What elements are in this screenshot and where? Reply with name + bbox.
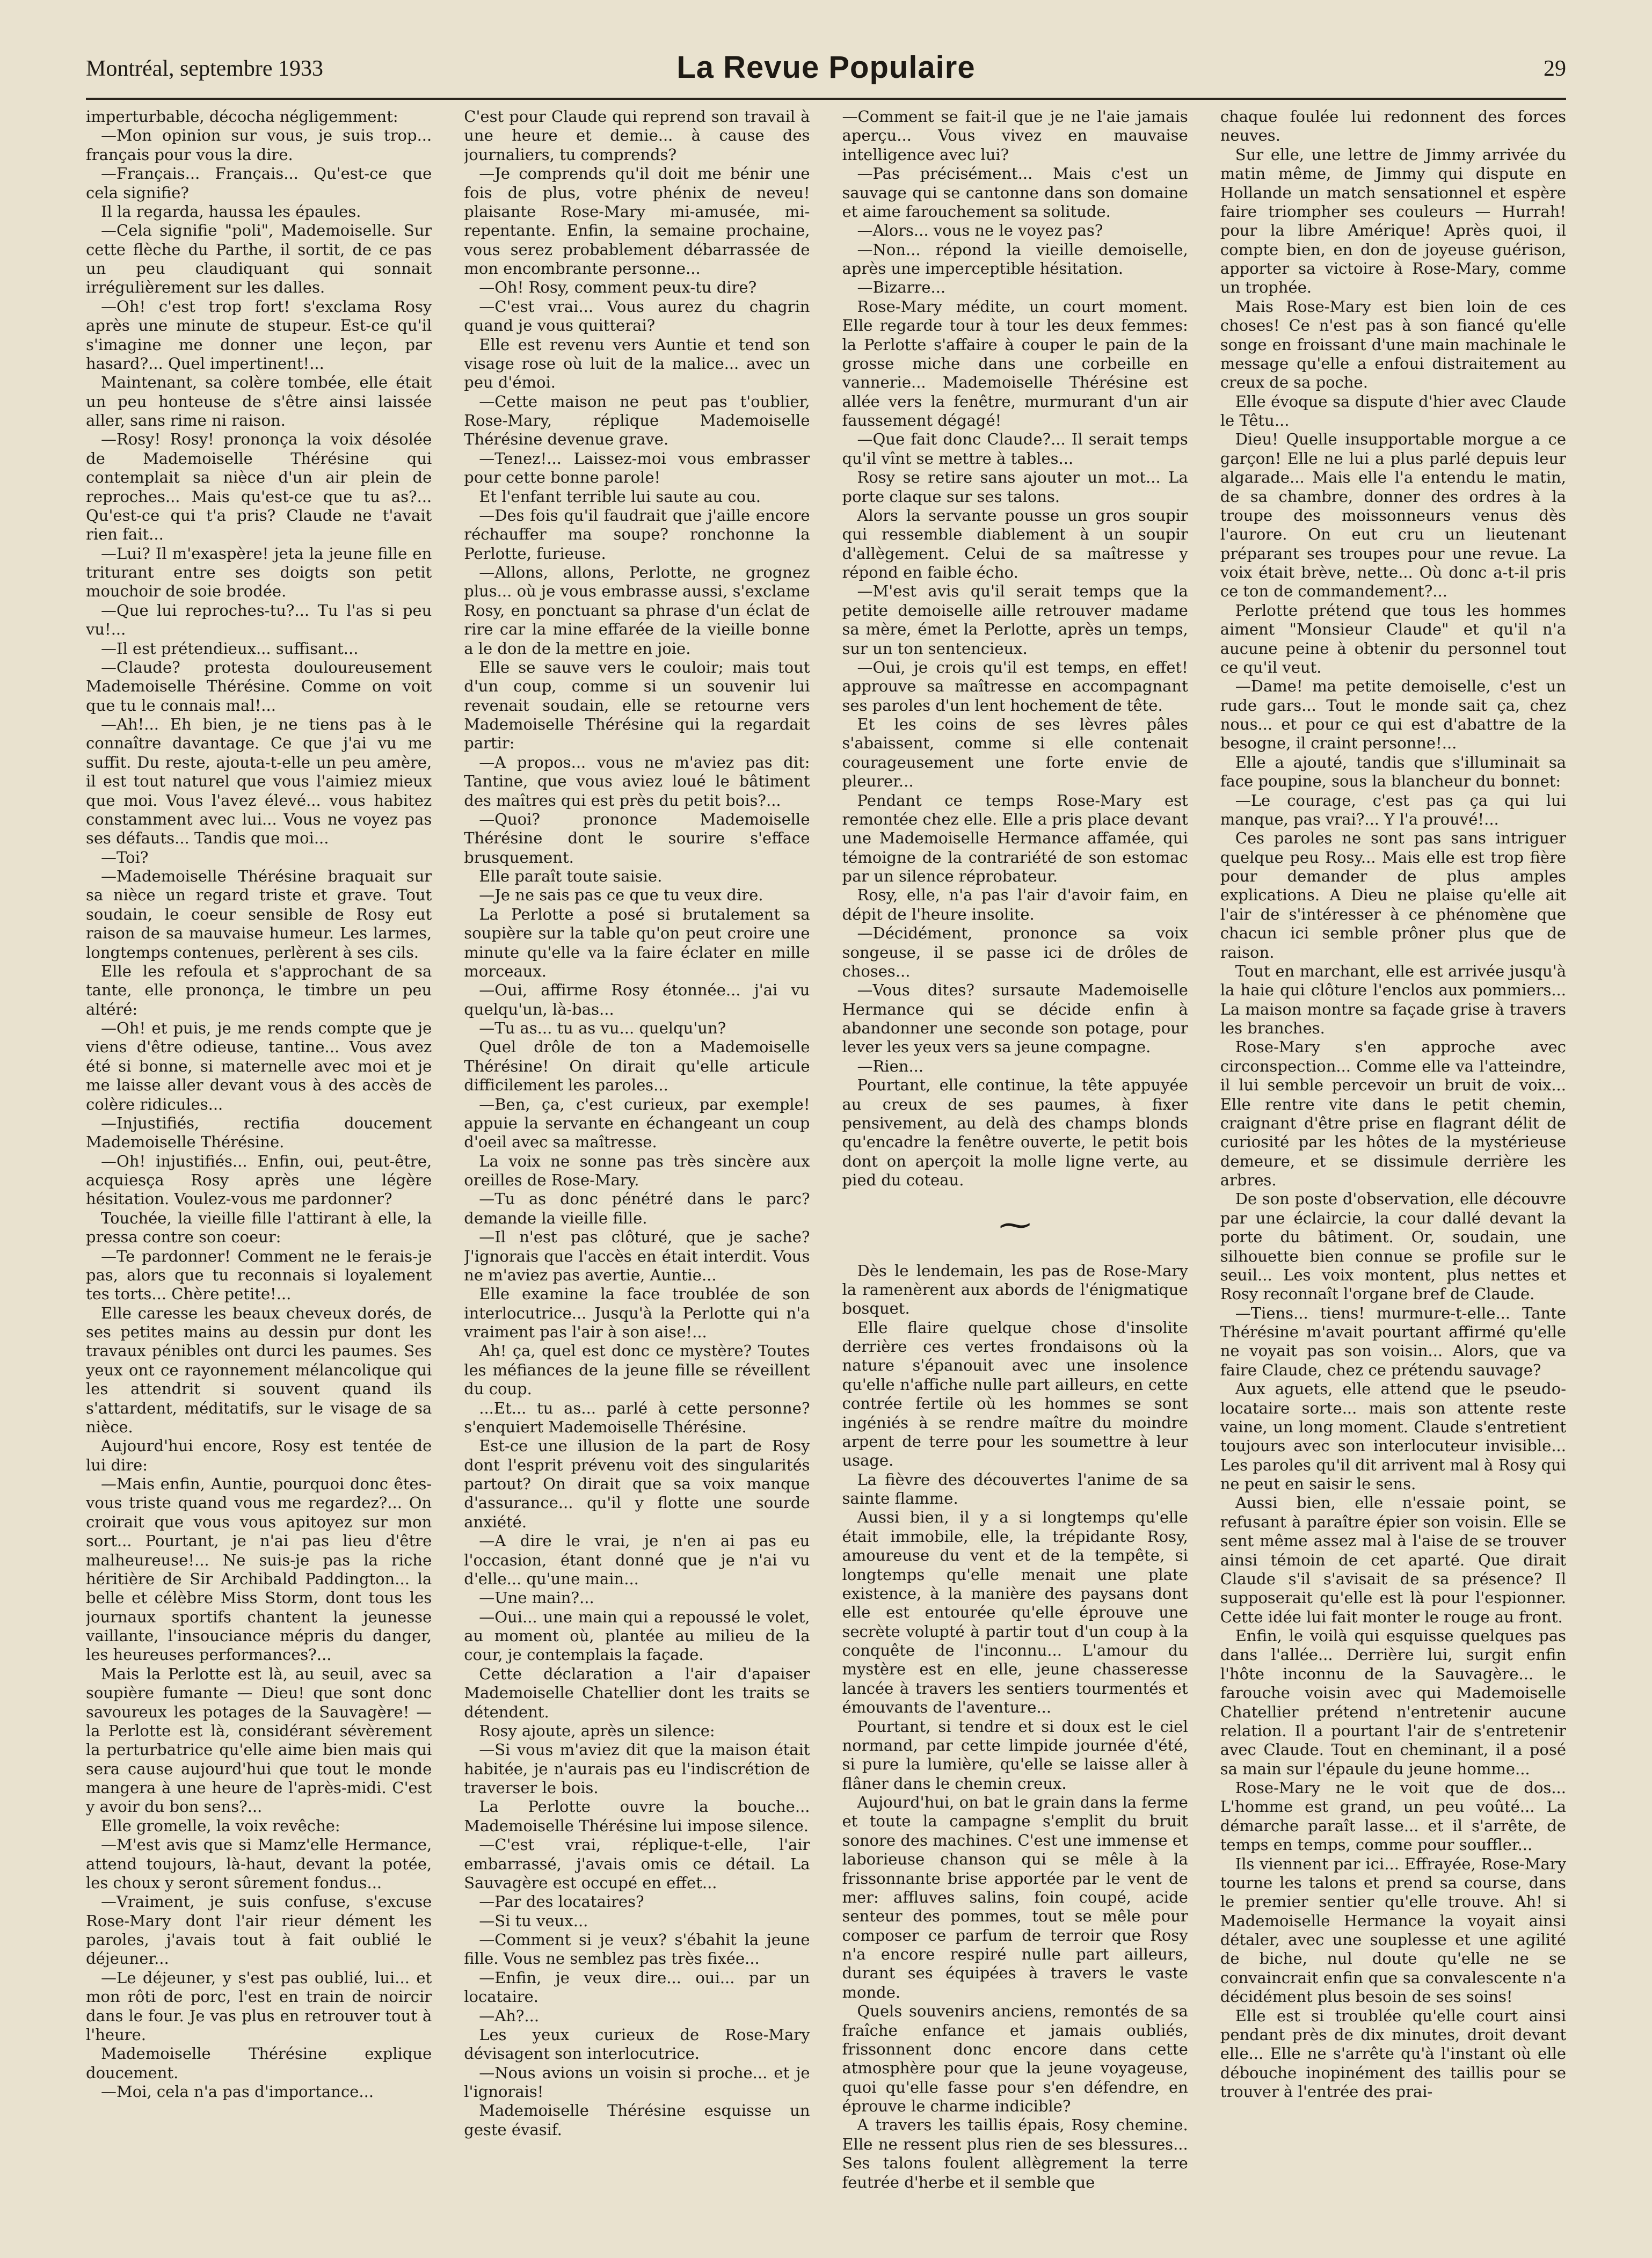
paragraph: —Ah?... [479,2006,540,2025]
paragraph: Rose-Mary ne le voit que de dos... L'homme est grand, un peu voûté... La démarche paraît lasse... et il s'arrête, de temps en temps, comme pour souffler... [1220,1779,1566,1854]
paragraph: —Le déjeuner, y s'est pas oublié, lui... et mon rôti de porc, l'est en train de noircir dans le four. Je vas plus en retrouver tout à l'heure. [86,1968,432,2044]
paragraph: —Injustifiés, rectifia doucement Mademoiselle Thérésine. [86,1113,432,1152]
paragraph: —Te pardonner! Comment ne le ferais-je pas, alors que tu reconnais si loyalement tes torts... Chère petite!... [86,1247,432,1303]
column-3 [842,107,1188,2226]
paragraph: —M'est avis que si Mamz'elle Hermance, attend toujours, là-haut, devant la potée, les choux y seront sûrement fondus... [86,1835,432,1892]
paragraph: Quel drôle de ton a Mademoiselle Thérésine! On dirait qu'elle articule difficilement les paroles... [464,1038,810,1095]
paragraph: Mais la Perlotte est là, au seuil, avec sa soupière fumante — Dieu! que sont donc savoureux les potages de la Sauvagère! — la Perlotte est là, considérant sévèrement la perturbatrice qu'elle aime bien mais qui sera cause aujourd'hui que tout le monde mangera à une heure de l'après-midi. C'est y avoir du bon sens?... [86,1664,432,1816]
paragraph: Rose-Mary s'en approche avec circonspection... Comme elle va l'atteindre, il lui semble percevoir un bruit de voix... Elle rentre vite dans le petit chemin, craignant d'être prise en flagrant délit de curiosité par les hôtes de la mystérieuse demeure, et se dissimule derrière les arbres. [1220,1038,1566,1189]
paragraph: Elle évoque sa dispute d'hier avec Claude le Têtu... [1220,392,1566,429]
paragraph: Ah! ça, quel est donc ce mystère? Toutes les méfiances de la jeune fille se réveillent du coup. [464,1342,810,1398]
paragraph: Elle est revenu vers Auntie et tend son visage rose où luit de la malice... avec un peu d'émoi. [464,335,810,392]
paragraph: Pourtant, elle continue, la tête appuyée au creux de ses paumes, à fixer pensivement, au delà des champs blonds qu'encadre la fenêtre ouverte, le petit bois dont on aperçoit la molle ligne verte, au pied du coteau. [842,1076,1188,1189]
section-ornament: ⁓ [999,1206,1031,1244]
text-columns [86,107,1566,2226]
paragraph: —Nous avions un voisin si proche... et je l'ignorais! [464,2063,810,2101]
paragraph: Elle paraît toute saisie. [479,867,663,885]
paragraph: Est-ce une illusion de la part de Rosy dont l'esprit prévenu voit des singularités partout? On dirait que sa voix manque d'assurance... qu'il y flotte une sourde anxiété. [464,1437,810,1531]
paragraph: Rosy se retire sans ajouter un mot... La porte claque sur ses talons. [842,468,1188,506]
paragraph: —A dire le vrai, je n'en ai pas eu l'occasion, étant donné que je n'ai vu d'elle... qu'une main... [464,1532,810,1588]
paragraph: Et l'enfant terrible lui saute au cou. [479,487,761,506]
paragraph: —Alors... vous ne le voyez pas? [857,221,1103,240]
paragraph: —Si vous m'aviez dit que la maison était habitée, je n'aurais pas eu l'indiscrétion de traverser le bois. [464,1740,810,1797]
paragraph: —Mais enfin, Auntie, pourquoi donc êtes-vous triste quand vous me regardez?... On croirait que vous vous apitoyez sur mon sort... Pourtant, je n'ai pas lieu d'être malheureuse!... Ne suis-je pas la riche héritière de Sir Archibald Paddington... la belle et célèbre Miss Storm, dont tous les journaux sportifs chantent la jeunesse vaillante, l'insouciance mépris du danger, les heureuses performances?... [86,1475,432,1664]
paragraph: —Cela signifie "poli", Mademoiselle. Sur cette flèche du Parthe, il sortit, de ce pas un peu claudiquant qui sonnait irrégulièrement sur les dalles. [86,221,432,297]
paragraph: De son poste d'observation, elle découvre par une éclaircie, la cour dallé devant la porte du bâtiment. Or, soudain, une silhouette bien connue se profile sur le seuil... Les voix montent, plus nettes et Rosy reconnaît l'organe bref de Claude. [1220,1190,1566,1303]
header-rule [86,98,1566,100]
paragraph: —Que fait donc Claude?... Il serait temps qu'il vînt se mettre à tables... [842,430,1188,468]
paragraph: Cette déclaration a l'air d'apaiser Mademoiselle Chatellier dont les traits se détendent. [464,1664,810,1721]
paragraph: Dieu! Quelle insupportable morgue a ce garçon! Elle ne lui a plus parlé depuis leur algarade... Mais elle l'a entendu le matin, de sa chambre, donner des ordres à la troupe des moissonneurs venus dès l'aurore. On eut cru un lieutenant préparant ses troupes pour une revue. La voix était brève, nette... Où donc a-t-il pris ce ton de commandement?... [1220,430,1566,601]
paragraph: Mais Rose-Mary est bien loin de ces choses! Ce n'est pas à son fiancé qu'elle songe en froissant d'une main machinale le message qu'elle a enfoui distraitement au creux de sa poche. [1220,297,1566,392]
paragraph: imperturbable, décocha négligemment: [86,107,398,126]
paragraph: —Des fois qu'il faudrait que j'aille encore réchauffer ma soupe? ronchonne la Perlotte, furieuse. [464,506,810,563]
paragraph: —Le courage, c'est pas ça qui lui manque, pas vrai?... Y l'a prouvé!... [1220,791,1566,828]
paragraph: —Je comprends qu'il doit me bénir une fois de plus, votre phénix de neveu! plaisante Rose-Mary mi-amusée, mi-repentante. Enfin, la semaine prochaine, vous serez probablement débarrassée de mon encombrante personne... [464,164,810,278]
paragraph: Elle les refoula et s'approchant de sa tante, elle prononça, le timbre un peu altéré: [86,962,432,1018]
paragraph: —Rosy! Rosy! prononça la voix désolée de Mademoiselle Thérésine qui contemplait sa nièce d'un air plein de reproches... Mais qu'est-ce que tu as?... Qu'est-ce qui t'a pris? Claude ne t'avait rien fait... [86,430,432,544]
paragraph: Ces paroles ne sont pas sans intriguer quelque peu Rosy... Mais elle est trop fière pour demander de plus amples explications. A Dieu ne plaise qu'elle ait l'air de s'intéresser à ce phénomène que chacun ici semble prôner plus que de raison. [1220,829,1566,962]
paragraph: Les yeux curieux de Rose-Mary dévisagent son interlocutrice. [464,2025,810,2063]
paragraph: —Pas précisément... Mais c'est un sauvage qui se cantonne dans son domaine et aime farouchement sa solitude. [842,164,1188,221]
paragraph: La voix ne sonne pas très sincère aux oreilles de Rose-Mary. [464,1152,810,1189]
paragraph: —C'est vrai, réplique-t-elle, l'air embarrassé, j'avais omis ce détail. La Sauvagère est occupé en effet... [464,1835,810,1892]
paragraph: —Que lui reproches-tu?... Tu l'as si peu vu!... [86,601,432,639]
paragraph: —Vous dites? sursaute Mademoiselle Hermance qui se décide enfin à abandonner une seconde son potage, pour lever les yeux vers sa jeune compagne. [842,981,1188,1057]
paragraph: —Cette maison ne peut pas t'oublier, Rose-Mary, réplique Mademoiselle Thérésine devenue grave. [464,392,810,449]
paragraph: —C'est vrai... Vous aurez du chagrin quand je vous quitterai? [464,297,810,335]
paragraph: —Comment si je veux? s'ébahit la jeune fille. Vous ne semblez pas très fixée... [464,1931,810,1968]
paragraph: —Oui, affirme Rosy étonnée... j'ai vu quelqu'un, là-bas... [464,981,810,1018]
paragraph: —Claude? protesta douloureusement Mademoiselle Thérésine. Comme on voit que tu le connais mal!... [86,658,432,715]
paragraph: Touchée, la vieille fille l'attirant à elle, la pressa contre son coeur: [86,1208,432,1247]
paragraph: —Bizarre... [857,278,946,297]
paragraph: —Quoi? prononce Mademoiselle Thérésine dont le sourire s'efface brusquement. [464,810,810,866]
paragraph: —Rien... [857,1057,924,1075]
paragraph: —Tu as... tu as vu... quelqu'un? [479,1019,726,1037]
paragraph: —M'est avis qu'il serait temps que la petite demoiselle aille retrouver madame sa mère, émet la Perlotte, après un temps, sur un ton sentencieux. [842,582,1188,658]
paragraph: chaque foulée lui redonnent des forces neuves. [1220,107,1566,145]
paragraph: Mademoiselle Thérésine esquisse un geste évasif. [464,2101,810,2139]
magazine-title: La Revue Populaire [676,50,976,85]
paragraph: Dès le lendemain, les pas de Rose-Mary la ramenèrent aux abords de l'énigmatique bosquet. [842,1261,1188,1318]
paragraph: —Oh! c'est trop fort! s'exclama Rosy après une minute de stupeur. Est-ce qu'il s'imagine me donner une leçon, par hasard?... Quel impertinent!... [86,297,432,373]
paragraph: —Il est prétendieux... suffisant... [101,639,359,658]
paragraph: Aux aguets, elle attend que le pseudo-locataire sorte... mais son attente reste vaine, un long moment. Claude s'entretient toujours avec son interlocuteur invisible... Les paroles qu'il dit arrivent mal à Rosy qui ne peut en saisir le sens. [1220,1380,1566,1493]
paragraph: Aujourd'hui, on bat le grain dans la ferme et toute la campagne s'emplit du bruit sonore des machines. C'est une immense et laborieuse chanson qui se mêle à la frissonnante brise apportée par le vent de mer: affluves salins, foin coupé, acide senteur des pommes, tout se mêle pour composer ce parfum de terroir que Rosy n'a encore respiré nulle part ailleurs, durant ses équipées à travers le vaste monde. [842,1793,1188,2001]
paragraph: —Ah!... Eh bien, je ne tiens pas à le connaître davantage. Ce que j'ai vu me suffit. Du reste, ajouta-t-elle un peu amère, il est tout naturel que vous l'aimiez mieux que moi. Vous l'avez élevé... vous habitez constamment avec lui... Vous ne voyez pas ses défauts... Tandis que moi... [86,715,432,848]
paragraph: —Par des locataires? [479,1892,644,1911]
paragraph: ...Et... tu as... parlé à cette personne? s'enquiert Mademoiselle Thérésine. [464,1398,810,1436]
paragraph: Rosy, elle, n'a pas l'air d'avoir faim, en dépit de l'heure insolite. [842,886,1188,923]
paragraph: —Oui, je crois qu'il est temps, en effet! approuve sa maîtresse en accompagnant ses paroles d'un lent hochement de tête. [842,658,1188,715]
paragraph: —Je ne sais pas ce que tu veux dire. [479,886,763,905]
paragraph: La Perlotte ouvre la bouche... Mademoiselle Thérésine lui impose silence. [464,1797,810,1835]
paragraph: —Non... répond la vieille demoiselle, après une imperceptible hésitation. [842,240,1188,278]
paragraph: —Tiens... tiens! murmure-t-elle... Tante Thérésine m'avait pourtant affirmé qu'elle ne voyait pas son voisin... Alors, que va faire Claude, chez ce prétendu sauvage? [1220,1303,1566,1379]
paragraph: Pendant ce temps Rose-Mary est remontée chez elle. Elle a pris place devant une Mademoiselle Hermance affamée, qui témoigne de la contrariété de son estomac par un silence réprobateur. [842,791,1188,885]
paragraph: —Français... Français... Qu'est-ce que cela signifie? [86,164,432,202]
paragraph: Et les coins de ses lèvres pâles s'abaissent, comme si elle contenait courageusement une forte envie de pleurer... [842,715,1188,791]
paragraph: Rose-Mary médite, un court moment. Elle regarde tour à tour les deux femmes: la Perlotte s'affaire à couper le pain de la grosse miche dans une corbeille en vannerie... Mademoiselle Thérésine est allée vers la fenêtre, murmurant d'un air faussement dégagé! [842,297,1188,429]
paragraph: —Oh! injustifiés... Enfin, oui, peut-être, acquiesça Rosy après une légère hésitation. Voulez-vous me pardonner? [86,1152,432,1208]
page-header [86,49,1566,87]
paragraph: —Tenez!... Laissez-moi vous embrasser pour cette bonne parole! [464,449,810,487]
paragraph: —Mademoiselle Thérésine braquait sur sa nièce un regard triste et grave. Tout soudain, le coeur sensible de Rosy eut raison de sa mauvaise humeur. Les larmes, longtemps contenues, perlèrent à ses cils. [86,867,432,962]
paragraph: —Tu as donc pénétré dans le parc? demande la vieille fille. [464,1190,810,1227]
paragraph: A travers les taillis épais, Rosy chemine. Elle ne ressent plus rien de ses blessures... Ses talons foulent allègrement la terre feutrée d'herbe et il semble que [842,2116,1188,2191]
paragraph: Aussi bien, elle n'essaie point, se refusant à paraître épier son voisin. Elle se sent même assez mal à l'aise de se trouver ainsi témoin de cet aparté. Que dirait Claude s'il s'avisait de sa présence? Il supposerait qu'elle est là pour l'espionner. Cette idée lui fait monter le rouge au front. [1220,1494,1566,1626]
paragraph: Sur elle, une lettre de Jimmy arrivée du matin même, de Jimmy qui dispute en Hollande un match sensationnel et espère faire triompher ses couleurs — Hurrah! pour la libre Amérique! Après quoi, il compte bien, en don de joyeuse guérison, apporter sa victoire à Rose-Mary, comme un trophée. [1220,145,1566,297]
paragraph: Elle se sauve vers le couloir; mais tout d'un coup, comme si un souvenir lui revenait soudain, elle se retourne vers Mademoiselle Thérésine qui la regardait partir: [464,658,810,753]
paragraph: Enfin, le voilà qui esquisse quelques pas dans l'allée... Derrière lui, surgit enfin l'hôte inconnu de la Sauvagère... le farouche voisin avec qui Mademoiselle Chatellier prétend n'entretenir aucune relation. Il a pourtant l'air de s'entretenir avec Claude. Tout en cheminant, il a posé sa main sur l'épaule du jeune homme... [1220,1627,1566,1778]
paragraph: —Dame! ma petite demoiselle, c'est un rude gars... Tout le monde sait ça, chez nous... et pour ce qui est d'abattre de la besogne, il craint personne!... [1220,677,1566,753]
paragraph: La Perlotte a posé si brutalement sa soupière sur la table qu'on peut croire une minute qu'elle va la faire éclater en mille morceaux. [464,905,810,980]
paragraph: Elle est si troublée qu'elle court ainsi pendant près de dix minutes, droit devant elle... Elle ne s'arrête qu'à l'instant où elle débouche inopinément des taillis pour se trouver à l'entrée des prai- [1220,2006,1566,2101]
paragraph: Il la regarda, haussa les épaules. [101,202,361,221]
paragraph: Elle flaire quelque chose d'insolite derrière ces vertes frondaisons où la nature s'épanouit avec une insolence qu'elle n'affiche nulle part ailleurs, en cette contrée fertile où les hommes se sont ingéniés à se rendre maître du moindre arpent de terre pour les soumettre à leur usage. [842,1318,1188,1470]
column-1 [86,107,432,2226]
paragraph: —Enfin, je veux dire... oui... par un locataire. [464,1968,810,2006]
paragraph: —Ben, ça, c'est curieux, par exemple! appuie la servante en échangeant un coup d'oeil avec sa maîtresse. [464,1095,810,1152]
paragraph: Ils viennent par ici... Effrayée, Rose-Mary tourne les talons et prend sa course, dans le premier sentier qu'elle trouve. Ah! si Mademoiselle Hermance la voyait ainsi détaler, avec une souplesse et une agilité de biche, nul doute qu'elle ne se convaincrait enfin que sa convalescente n'a décidément plus besoin de ses soins! [1220,1854,1566,2006]
paragraph: —Lui? Il m'exaspère! jeta la jeune fille en triturant entre ses doigts son petit mouchoir de soie brodée. [86,544,432,601]
paragraph: —Oui... une main qui a repoussé le volet, au moment où, plantée au milieu de la cour, je contemplais la façade. [464,1607,810,1664]
paragraph: Alors la servante pousse un gros soupir qui ressemble diablement à un soupir d'allègement. Celui de sa maîtresse y répond en faible écho. [842,506,1188,581]
paragraph: Elle a ajouté, tandis que s'illuminait sa face poupine, sous la blancheur du bonnet: [1220,753,1566,791]
paragraph: —Moi, cela n'a pas d'importance... [101,2082,374,2101]
page-number: 29 [1544,56,1566,81]
paragraph: Pourtant, si tendre et si doux est le ciel normand, par cette limpide journée d'été, si pure la lumière, qu'elle se laisse aller à flâner dans le chemin creux. [842,1717,1188,1793]
paragraph: —Si tu veux... [479,1911,588,1930]
paragraph: —Il n'est pas clôturé, que je sache? J'ignorais que l'accès en était interdit. Vous ne m'aviez pas avertie, Auntie... [464,1228,810,1284]
paragraph: —Une main?... [479,1589,594,1607]
paragraph: Quels souvenirs anciens, remontés de sa fraîche enfance et jamais oubliés, frissonnent donc encore dans cette atmosphère pour que la jeune voyageuse, quoi qu'elle fasse pour s'en défendre, en éprouve le charme indicible? [842,2002,1188,2116]
paragraph: Tout en marchant, elle est arrivée jusqu'à la haie qui clôture l'enclos aux pommiers... La maison montre sa façade grise à travers les branches. [1220,962,1566,1037]
paragraph: —A propos... vous ne m'aviez pas dit: Tantine, que vous aviez loué le bâtiment des maîtres qui est près du petit bois?... [464,753,810,810]
paragraph: Maintenant, sa colère tombée, elle était un peu honteuse de s'être ainsi laissée aller, sans rime ni raison. [86,373,432,429]
paragraph: —Oh! et puis, je me rends compte que je viens d'être odieuse, tantine... Vous avez été si bonne, si maternelle avec moi et je me laisse aller devant vous à des accès de colère ridicules... [86,1019,432,1113]
paragraph: —Oh! Rosy, comment peux-tu dire? [479,278,757,297]
paragraph: Aussi bien, il y a si longtemps qu'elle était immobile, elle, la trépidante Rosy, amoureuse du vent et de la tempête, si longtemps qu'elle menait une plate existence, à la manière des paysans dont elle est entourée qu'elle éprouve une secrète volupté à partir tout d'un coup à la conquête de l'inconnu... L'amour du mystère est en elle, jeune chasseresse lancée à travers les sentiers tourmentés et émouvants de l'aventure... [842,1508,1188,1717]
column-4 [1220,107,1566,2226]
paragraph: —Comment se fait-il que je ne l'aie jamais aperçu... Vous vivez en mauvaise intelligence avec lui? [842,107,1188,164]
paragraph: Perlotte prétend que tous les hommes aiment "Monsieur Claude" et qu'il n'a aucune peine à obtenir du personnel tout ce qu'il veut. [1220,601,1566,676]
paragraph: —Vraiment, je suis confuse, s'excuse Rose-Mary dont l'air rieur dément les paroles, j'avais tout à fait oublié le déjeuner... [86,1892,432,1968]
paragraph: —Allons, allons, Perlotte, ne grognez plus... où je vous embrasse aussi, s'exclame Rosy, en ponctuant sa phrase d'un éclat de rire car la mine effarée de la vieille bonne a le don de la mettre en joie. [464,563,810,658]
paragraph: —Toi? [101,848,149,866]
paragraph: Elle gromelle, la voix revêche: [101,1816,340,1835]
paragraph: —Décidément, prononce sa voix songeuse, il se passe ici de drôles de choses... [842,924,1188,980]
paragraph: La fièvre des découvertes l'anime de sa sainte flamme. [842,1470,1188,1508]
paragraph: Mademoiselle Thérésine explique doucement. [86,2044,432,2082]
paragraph: —Mon opinion sur vous, je suis trop... français pour vous la dire. [86,126,432,164]
paragraph: C'est pour Claude qui reprend son travail à une heure et demie... à cause des journaliers, tu comprends? [464,107,810,164]
issue-date: Montréal, septembre 1933 [86,56,324,81]
paragraph: Aujourd'hui encore, Rosy est tentée de lui dire: [86,1437,432,1474]
paragraph: Elle examine la face troublée de son interlocutrice... Jusqu'à la Perlotte qui n'a vraiment pas l'air à son aise!... [464,1285,810,1341]
paragraph: Rosy ajoute, après un silence: [479,1721,715,1740]
paragraph: Elle caresse les beaux cheveux dorés, de ses petites mains au dessin pur dont les travaux pénibles ont durci les paumes. Ses yeux ont ce rayonnement mélancolique qui les attendrit si souvent quand ils s'attardent, méditatifs, sur le visage de sa nièce. [86,1303,432,1436]
column-2 [464,107,810,2226]
